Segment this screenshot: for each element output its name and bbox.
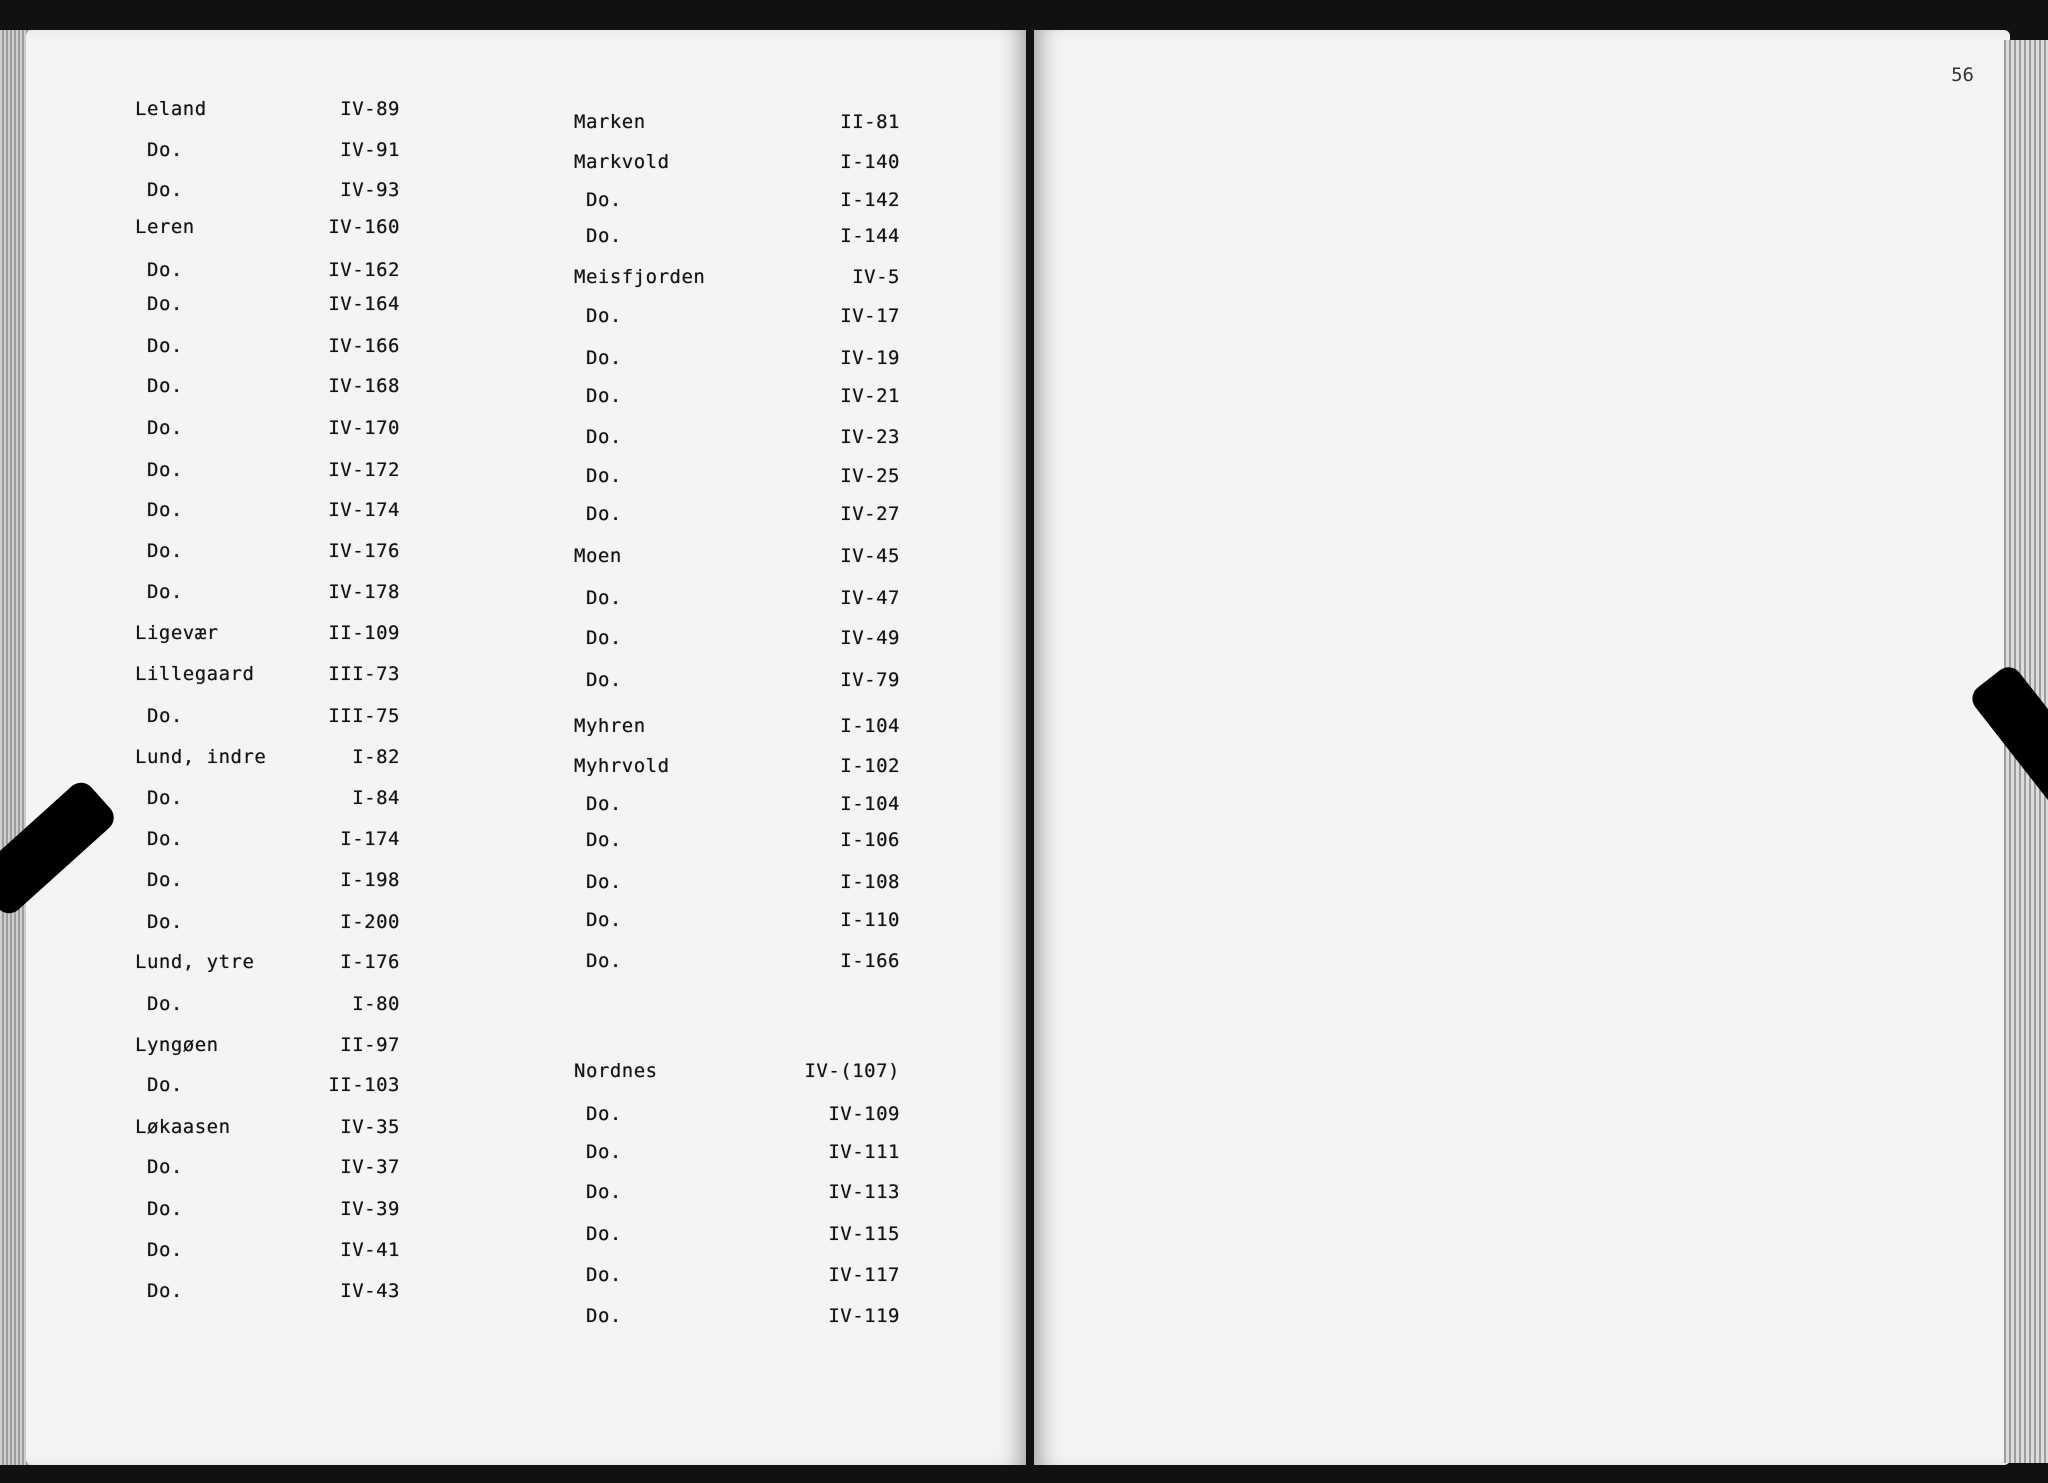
entry-reference: II-97 — [340, 1034, 400, 1056]
entry-reference: II-103 — [328, 1074, 400, 1096]
entry-name: Do. — [586, 793, 622, 815]
entry-reference: IV-117 — [828, 1264, 900, 1286]
entry-name: Do. — [586, 305, 622, 327]
entry-reference: II-81 — [840, 111, 900, 133]
entry-reference: IV-119 — [828, 1305, 900, 1327]
entry-reference: IV-25 — [840, 465, 900, 487]
entry-name: Lund, indre — [135, 746, 267, 768]
entry-reference: IV-47 — [840, 587, 900, 609]
entry-reference: IV-93 — [340, 179, 400, 201]
entry-reference: IV-91 — [340, 139, 400, 161]
page-number: 56 — [1951, 64, 1974, 86]
entry-reference: IV-174 — [328, 499, 400, 521]
entry-reference: IV-41 — [340, 1239, 400, 1261]
entry-name: Do. — [586, 587, 622, 609]
entry-name: Do. — [586, 347, 622, 369]
entry-reference: IV-5 — [852, 266, 900, 288]
entry-reference: IV-27 — [840, 503, 900, 525]
entry-name: Do. — [147, 335, 183, 357]
entry-reference: IV-166 — [328, 335, 400, 357]
entry-name: Do. — [586, 627, 622, 649]
entry-reference: I-106 — [840, 829, 900, 851]
entry-reference: I-140 — [840, 151, 900, 173]
entry-reference: I-200 — [340, 911, 400, 933]
entry-name: Do. — [147, 259, 183, 281]
entry-reference: IV-23 — [840, 426, 900, 448]
entry-name: Do. — [586, 1264, 622, 1286]
entry-reference: IV-168 — [328, 375, 400, 397]
entry-name: Do. — [147, 459, 183, 481]
entry-name: Do. — [147, 139, 183, 161]
entry-name: Marken — [574, 111, 646, 133]
entry-name: Do. — [147, 1156, 183, 1178]
entry-reference: I-82 — [352, 746, 400, 768]
entry-name: Do. — [586, 1103, 622, 1125]
entry-name: Do. — [147, 293, 183, 315]
entry-name: Do. — [147, 1074, 183, 1096]
entry-reference: IV-113 — [828, 1181, 900, 1203]
entry-reference: I-198 — [340, 869, 400, 891]
entry-name: Do. — [147, 869, 183, 891]
entry-reference: IV-170 — [328, 417, 400, 439]
entry-reference: I-80 — [352, 993, 400, 1015]
entry-name: Do. — [586, 465, 622, 487]
entry-reference: I-104 — [840, 715, 900, 737]
entry-reference: IV-17 — [840, 305, 900, 327]
entry-reference: I-166 — [840, 950, 900, 972]
entry-reference: IV-79 — [840, 669, 900, 691]
entry-reference: IV-39 — [340, 1198, 400, 1220]
entry-reference: I-110 — [840, 909, 900, 931]
entry-name: Do. — [586, 909, 622, 931]
entry-reference: I-176 — [340, 951, 400, 973]
entry-name: Do. — [586, 1141, 622, 1163]
entry-reference: I-108 — [840, 871, 900, 893]
entry-name: Nordnes — [574, 1060, 658, 1082]
entry-name: Do. — [147, 993, 183, 1015]
entry-reference: II-109 — [328, 622, 400, 644]
entry-name: Myhrvold — [574, 755, 670, 777]
entry-name: Do. — [586, 385, 622, 407]
entry-name: Do. — [147, 1280, 183, 1302]
entry-name: Ligevær — [135, 622, 219, 644]
entry-name: Do. — [147, 375, 183, 397]
entry-name: Do. — [147, 179, 183, 201]
entry-reference: IV-164 — [328, 293, 400, 315]
entry-reference: IV-160 — [328, 216, 400, 238]
entry-reference: III-73 — [328, 663, 400, 685]
entry-name: Markvold — [574, 151, 670, 173]
entry-name: Do. — [147, 705, 183, 727]
entry-name: Myhren — [574, 715, 646, 737]
entry-name: Do. — [147, 787, 183, 809]
entry-reference: IV-37 — [340, 1156, 400, 1178]
entry-name: Meisfjorden — [574, 266, 706, 288]
entry-reference: I-174 — [340, 828, 400, 850]
entry-name: Do. — [147, 417, 183, 439]
entry-name: Leren — [135, 216, 195, 238]
entry-reference: IV-43 — [340, 1280, 400, 1302]
entry-name: Leland — [135, 98, 207, 120]
right-page — [1034, 30, 2010, 1465]
entry-name: Do. — [586, 1181, 622, 1203]
entry-reference: IV-176 — [328, 540, 400, 562]
entry-name: Lyngøen — [135, 1034, 219, 1056]
entry-name: Lund, ytre — [135, 951, 255, 973]
entry-name: Do. — [147, 499, 183, 521]
entry-name: Do. — [586, 426, 622, 448]
entry-name: Do. — [147, 581, 183, 603]
entry-name: Do. — [586, 1305, 622, 1327]
entry-name: Do. — [586, 871, 622, 893]
entry-reference: IV-162 — [328, 259, 400, 281]
entry-reference: I-104 — [840, 793, 900, 815]
entry-reference: I-142 — [840, 189, 900, 211]
entry-name: Moen — [574, 545, 622, 567]
entry-reference: IV-115 — [828, 1223, 900, 1245]
entry-name: Do. — [586, 225, 622, 247]
entry-name: Do. — [586, 669, 622, 691]
entry-reference: IV-89 — [340, 98, 400, 120]
entry-reference: IV-111 — [828, 1141, 900, 1163]
entry-reference: IV-49 — [840, 627, 900, 649]
entry-reference: IV-172 — [328, 459, 400, 481]
entry-name: Do. — [147, 828, 183, 850]
entry-reference: IV-35 — [340, 1116, 400, 1138]
entry-name: Lillegaard — [135, 663, 255, 685]
entry-reference: III-75 — [328, 705, 400, 727]
entry-name: Løkaasen — [135, 1116, 231, 1138]
entry-reference: IV-19 — [840, 347, 900, 369]
entry-reference: IV-109 — [828, 1103, 900, 1125]
entry-reference: IV-(107) — [804, 1060, 900, 1082]
entry-name: Do. — [586, 189, 622, 211]
entry-name: Do. — [586, 950, 622, 972]
entry-reference: I-144 — [840, 225, 900, 247]
entry-name: Do. — [586, 829, 622, 851]
entry-name: Do. — [147, 1198, 183, 1220]
entry-name: Do. — [147, 540, 183, 562]
entry-reference: I-84 — [352, 787, 400, 809]
entry-name: Do. — [147, 1239, 183, 1261]
entry-name: Do. — [586, 503, 622, 525]
left-page — [26, 30, 1026, 1465]
entry-reference: IV-178 — [328, 581, 400, 603]
entry-name: Do. — [586, 1223, 622, 1245]
entry-name: Do. — [147, 911, 183, 933]
entry-reference: I-102 — [840, 755, 900, 777]
entry-reference: IV-45 — [840, 545, 900, 567]
entry-reference: IV-21 — [840, 385, 900, 407]
